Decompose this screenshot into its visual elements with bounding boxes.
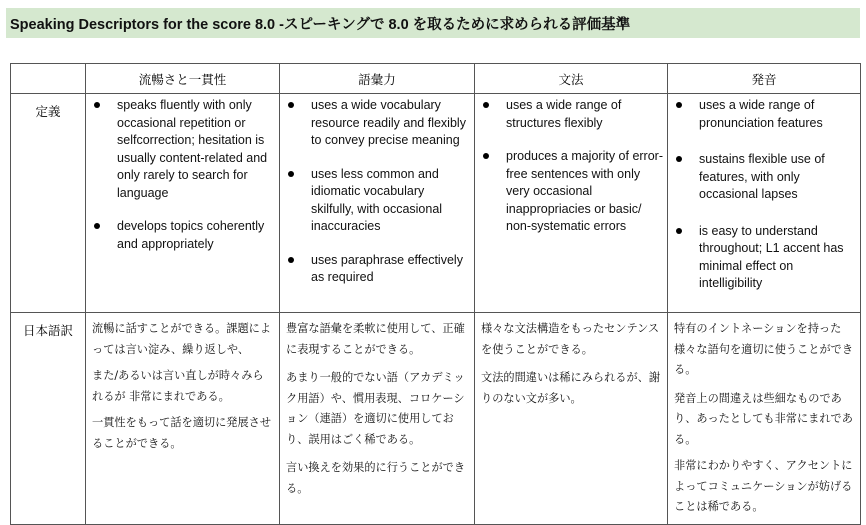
column-header-fluency: 流暢さと一貫性 — [86, 64, 280, 94]
row-header-definition: 定義 — [11, 94, 86, 313]
paragraph: 発音上の間違えは些細なものであり、あったとしても非常にまれである。 — [674, 391, 853, 446]
definition-cell-grammar — [475, 94, 668, 313]
column-header-grammar: 文法 — [475, 64, 668, 94]
row-header-translation: 日本語訳 — [11, 313, 86, 525]
translation-cell-vocabulary — [280, 313, 475, 525]
paragraph: あまり一般的でない語（アカデミック用語）や、慣用表現、コロケーション（連語）を適切に使用しており、誤用はごく稀である。 — [286, 371, 465, 446]
definition-cell-fluency — [86, 94, 280, 313]
translation-cell-pronunciation — [668, 313, 861, 525]
list-item: speaks fluently with only occasional repetition or selfcorrection; hesitation is usually content-related and only rarely to search for language — [86, 97, 275, 202]
paragraph: 非常にわかりやすく、アクセントによってコミュニケーションが妨げることは稀である。 — [674, 459, 853, 513]
list-item: uses a wide range of pronunciation features — [668, 97, 856, 132]
list-item: is easy to understand throughout; L1 accent has minimal effect on intelligibility — [668, 223, 856, 293]
table-header-row — [11, 64, 861, 94]
paragraph: 流暢に話すことができる。課題によっては言い淀み、繰り返しや、 — [92, 322, 272, 356]
translation-cell-grammar — [475, 313, 668, 525]
column-header-pronunciation: 発音 — [668, 64, 861, 94]
paragraph: 一貫性をもって話を適切に発展させることができる。 — [92, 416, 272, 450]
title-banner — [6, 8, 860, 38]
column-header-vocabulary: 語彙力 — [280, 64, 475, 94]
table-row-definition — [11, 94, 861, 313]
paragraph: 特有のイントネーションを持った様々な語句を適切に使うことができる。 — [674, 322, 854, 376]
table-row-translation — [11, 313, 861, 525]
paragraph: 文法的間違いは稀にみられるが、謝りのない文が多い。 — [481, 371, 661, 405]
paragraph: 豊富な語彙を柔軟に使用して、正確に表現することができる。 — [286, 322, 465, 356]
list-item: sustains flexible use of features, with only occasional lapses — [668, 151, 856, 204]
list-item: uses paraphrase effectively as required — [280, 252, 470, 287]
definition-cell-vocabulary — [280, 94, 475, 313]
paragraph: 言い換えを効果的に行うことができる。 — [286, 461, 466, 495]
list-item: uses a wide vocabulary resource readily and flexibly to convey precise meaning — [280, 97, 470, 150]
list-item: produces a majority of error-free sentences with only very occasional inappropriacies or basic/ non-systematic errors — [475, 148, 663, 236]
translation-cell-fluency — [86, 313, 280, 525]
paragraph: 様々な文法構造をもったセンテンスを使うことができる。 — [481, 322, 660, 356]
corner-cell — [11, 64, 86, 94]
list-item: uses a wide range of structures flexibly — [475, 97, 663, 132]
descriptors-table — [10, 63, 861, 525]
list-item: develops topics coherently and appropriately — [86, 218, 275, 253]
list-item: uses less common and idiomatic vocabulary skilfully, with occasional inaccuracies — [280, 166, 470, 236]
page-title: Speaking Descriptors for the score 8.0 -スピーキングで 8.0 を取るために求められる評価基準 — [10, 16, 631, 33]
definition-cell-pronunciation — [668, 94, 861, 313]
paragraph: また/あるいは言い直しが時々みられるが 非常にまれである。 — [92, 369, 264, 403]
